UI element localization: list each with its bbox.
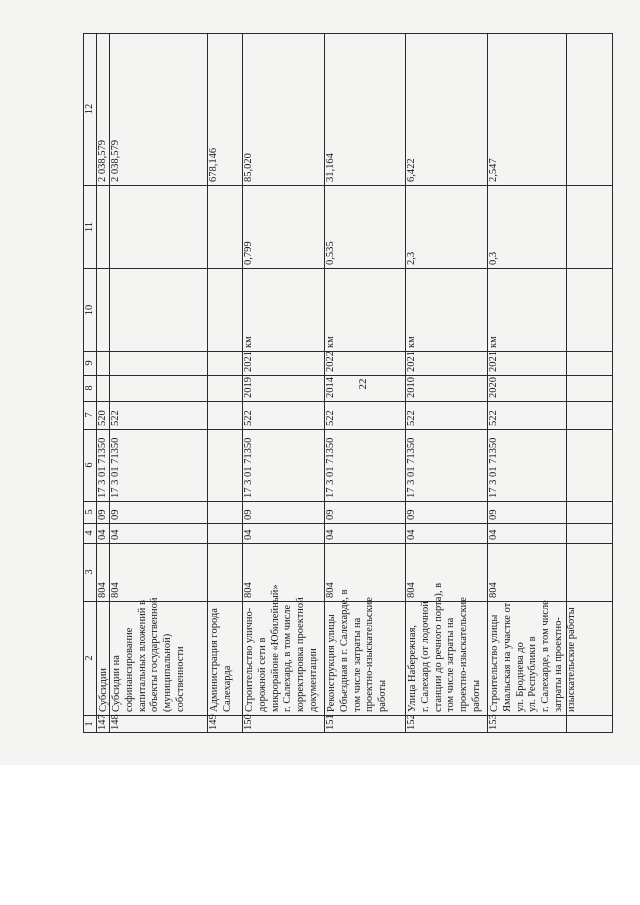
- cell-text: 1: [83, 721, 95, 727]
- cell-text: 150: [243, 714, 254, 730]
- table-cell: [109, 429, 207, 501]
- table-cell: [242, 351, 324, 375]
- table-cell: [324, 185, 405, 268]
- table-cell: [242, 375, 324, 401]
- cell-text: 17 3 01 71350: [97, 437, 108, 498]
- table-cell: [487, 375, 566, 401]
- cell-text: 04: [97, 529, 108, 540]
- cell-text: 7: [83, 412, 95, 418]
- cell-text: 2 038,579: [110, 140, 121, 182]
- table-cell: [109, 543, 207, 601]
- table-cell: [96, 401, 109, 429]
- cell-text-line: собственности: [175, 646, 186, 712]
- cell-text: 522: [243, 410, 254, 426]
- table-cell: [487, 185, 566, 268]
- cell-text: 09: [243, 509, 254, 520]
- cell-text-line: документации: [308, 648, 319, 712]
- table-cell-description: [487, 600, 577, 715]
- cell-text: 522: [406, 410, 417, 426]
- column-number: [83, 601, 96, 715]
- cell-text: 147: [97, 714, 108, 730]
- cell-text: 522: [110, 410, 121, 426]
- cell-text-line: Субсидии: [98, 667, 109, 712]
- cell-text: 2019: [243, 377, 254, 398]
- table-cell: [487, 543, 566, 601]
- table-cell: [242, 401, 324, 429]
- cell-text: 2: [83, 655, 95, 661]
- cell-text-line: Администрация города: [209, 608, 220, 712]
- cell-text: 148: [110, 714, 121, 730]
- cell-text-line: Ямальская на участке от: [501, 602, 513, 712]
- cell-text: 152: [406, 714, 417, 730]
- table-cell: [324, 429, 405, 501]
- column-number: [83, 185, 96, 268]
- table-cell: [109, 715, 207, 733]
- cell-text: 04: [243, 529, 254, 540]
- table-cell: [405, 501, 487, 523]
- table-cell: [324, 543, 405, 601]
- table-cell: [405, 429, 487, 501]
- data-table: [83, 33, 613, 733]
- table-cell: [405, 715, 487, 733]
- cell-text: 09: [406, 509, 417, 520]
- table-cell: [487, 268, 566, 351]
- cell-text: 804: [406, 582, 417, 598]
- cell-text-line: капитальных вложений в: [136, 599, 148, 712]
- cell-text: 04: [325, 529, 336, 540]
- cell-text-line: г. Салехарде, в том числе: [540, 600, 552, 712]
- cell-text-line: Строительство улицы: [489, 614, 500, 712]
- table-cell: [487, 523, 566, 543]
- row-divider: [612, 33, 613, 733]
- cell-text: км: [488, 336, 499, 348]
- cell-text-line: г. Салехард (от лодочной: [419, 601, 431, 712]
- cell-text: 04: [110, 529, 121, 540]
- table-cell: [242, 501, 324, 523]
- cell-text: 3: [83, 569, 95, 575]
- table-cell: [324, 715, 405, 733]
- cell-text: 149: [208, 714, 219, 730]
- table-cell: [207, 33, 242, 185]
- cell-text-line: Строительство улично-: [244, 607, 255, 712]
- cell-text: 804: [97, 582, 108, 598]
- table-cell: [487, 501, 566, 523]
- page-number-text: 22: [357, 378, 369, 390]
- cell-text: 17 3 01 71350: [243, 437, 254, 498]
- table-cell: [96, 501, 109, 523]
- table-cell: [324, 501, 405, 523]
- cell-text-line: затраты на проектно-: [553, 617, 564, 712]
- cell-text: 10: [83, 304, 95, 315]
- cell-text-line: изыскательские работы: [565, 607, 577, 712]
- table-cell: [405, 543, 487, 601]
- table-cell: [324, 375, 405, 401]
- cell-text: 85,020: [243, 153, 254, 182]
- cell-text: 2,547: [488, 158, 499, 182]
- column-number: [83, 429, 96, 501]
- cell-text: 0,535: [325, 241, 336, 265]
- table-cell: [242, 429, 324, 501]
- cell-text: 5: [83, 509, 95, 515]
- cell-text: 09: [488, 509, 499, 520]
- cell-text: 04: [488, 529, 499, 540]
- cell-text: 2021: [488, 351, 499, 372]
- cell-text: 11: [83, 221, 95, 232]
- table-cell: [109, 33, 207, 185]
- cell-text: 2022: [325, 351, 336, 372]
- cell-text: 17 3 01 71350: [406, 437, 417, 498]
- table-cell: [109, 501, 207, 523]
- cell-text-line: софинансирование: [123, 627, 135, 712]
- cell-text: 17 3 01 71350: [488, 437, 499, 498]
- table-cell: [487, 429, 566, 501]
- cell-text: 2010: [406, 377, 417, 398]
- cell-text-line: Улица Набережная,: [407, 624, 418, 712]
- cell-text: км: [325, 336, 336, 348]
- table-cell: [242, 268, 324, 351]
- table-cell: [96, 715, 109, 733]
- table-cell: [405, 185, 487, 268]
- cell-text-line: Салехарда: [221, 665, 233, 712]
- cell-text-line: работы: [471, 679, 482, 712]
- table-cell: [405, 523, 487, 543]
- cell-text: 804: [243, 582, 254, 598]
- cell-text: 4: [83, 530, 95, 536]
- table-cell: [324, 401, 405, 429]
- cell-text: 09: [325, 509, 336, 520]
- table-cell: [405, 268, 487, 351]
- table-cell: [242, 185, 324, 268]
- table-cell: [405, 351, 487, 375]
- cell-text: 6,422: [406, 158, 417, 182]
- table-cell: [487, 351, 566, 375]
- column-number: [83, 501, 96, 523]
- cell-text-line: г. Салехард, в том числе: [282, 604, 294, 712]
- column-number: [83, 375, 96, 401]
- cell-text: км: [243, 336, 254, 348]
- cell-text-line: (муниципальной): [162, 633, 174, 712]
- cell-text-line: ул. Броднева до: [514, 642, 526, 712]
- column-number: [83, 543, 96, 601]
- table-cell-description: [207, 601, 242, 715]
- table-cell: [405, 375, 487, 401]
- table-cell: [207, 715, 242, 733]
- cell-text: 04: [406, 529, 417, 540]
- cell-text-line: Субсидии на: [111, 655, 122, 712]
- table-cell: [405, 401, 487, 429]
- table-cell: [324, 268, 405, 351]
- cell-text-line: проектно-изыскательские: [458, 597, 470, 712]
- cell-text: 153: [488, 714, 499, 730]
- table-cell: [242, 523, 324, 543]
- cell-text: 17 3 01 71350: [325, 437, 336, 498]
- cell-text: 09: [110, 509, 121, 520]
- cell-text: 520: [97, 410, 108, 426]
- table-cell: [96, 543, 109, 601]
- cell-text-line: микрорайоне «Юбилейный»: [269, 584, 281, 712]
- cell-text: 804: [110, 582, 121, 598]
- cell-text: 12: [83, 103, 95, 115]
- table-cell: [405, 33, 487, 185]
- table-cell: [487, 401, 566, 429]
- cell-text: 804: [488, 582, 499, 598]
- table-cell: [324, 33, 405, 185]
- cell-text: 2014: [325, 377, 336, 398]
- cell-text-line: том числе затраты на: [445, 617, 457, 712]
- table-cell: [242, 543, 324, 601]
- table-cell: [242, 715, 324, 733]
- table-cell-description: [109, 597, 207, 715]
- cell-text: 0,799: [243, 241, 254, 265]
- cell-text: 151: [325, 714, 336, 730]
- cell-text: 522: [488, 410, 499, 426]
- table-cell: [242, 33, 324, 185]
- cell-text: 2,3: [406, 251, 417, 265]
- cell-text-line: станции до речного порта), в: [432, 582, 444, 712]
- cell-text: 17 3 01 71350: [110, 437, 121, 498]
- cell-text: 678,146: [208, 147, 219, 182]
- table-cell: [487, 33, 566, 185]
- cell-text-line: Реконструкция улицы: [326, 614, 337, 712]
- table-cell: [324, 523, 405, 543]
- cell-text-line: том числе затраты на: [351, 617, 363, 712]
- table-cell-description: [96, 601, 109, 715]
- cell-text: 0,3: [488, 251, 499, 265]
- cell-text: км: [406, 336, 417, 348]
- cell-text-line: корректировка проектной: [295, 597, 307, 712]
- cell-text-line: объекты государственной: [149, 597, 161, 712]
- table-cell: [324, 351, 405, 375]
- column-number: [83, 523, 96, 543]
- cell-text: 6: [83, 462, 95, 468]
- cell-text: 522: [325, 410, 336, 426]
- column-number: [83, 401, 96, 429]
- cell-text: 31,164: [325, 153, 336, 182]
- cell-text: 2021: [243, 351, 254, 372]
- cell-text: 2021: [406, 351, 417, 372]
- table-cell: [109, 523, 207, 543]
- column-number: [83, 351, 96, 375]
- cell-text: 8: [83, 385, 95, 391]
- cell-text: 804: [325, 582, 336, 598]
- cell-text-line: работы: [377, 679, 389, 712]
- cell-text-line: Объездная в г. Салехарде, в: [338, 589, 350, 712]
- column-number: [83, 268, 96, 351]
- cell-text-line: дорожной сети в: [256, 637, 268, 712]
- cell-text: 09: [97, 509, 108, 520]
- cell-text-line: ул. Республики в: [527, 636, 539, 712]
- table-cell: [109, 401, 207, 429]
- column-number: [83, 715, 96, 733]
- cell-text-line: проектно-изыскательские: [364, 597, 376, 712]
- table-cell: [96, 523, 109, 543]
- column-number: [83, 33, 96, 185]
- cell-text: 9: [83, 360, 95, 366]
- table-cell: [487, 715, 566, 733]
- cell-text: 2 038,579: [97, 140, 108, 182]
- table-cell: [96, 33, 109, 185]
- table-cell: [96, 429, 109, 501]
- cell-text: 2020: [488, 377, 499, 398]
